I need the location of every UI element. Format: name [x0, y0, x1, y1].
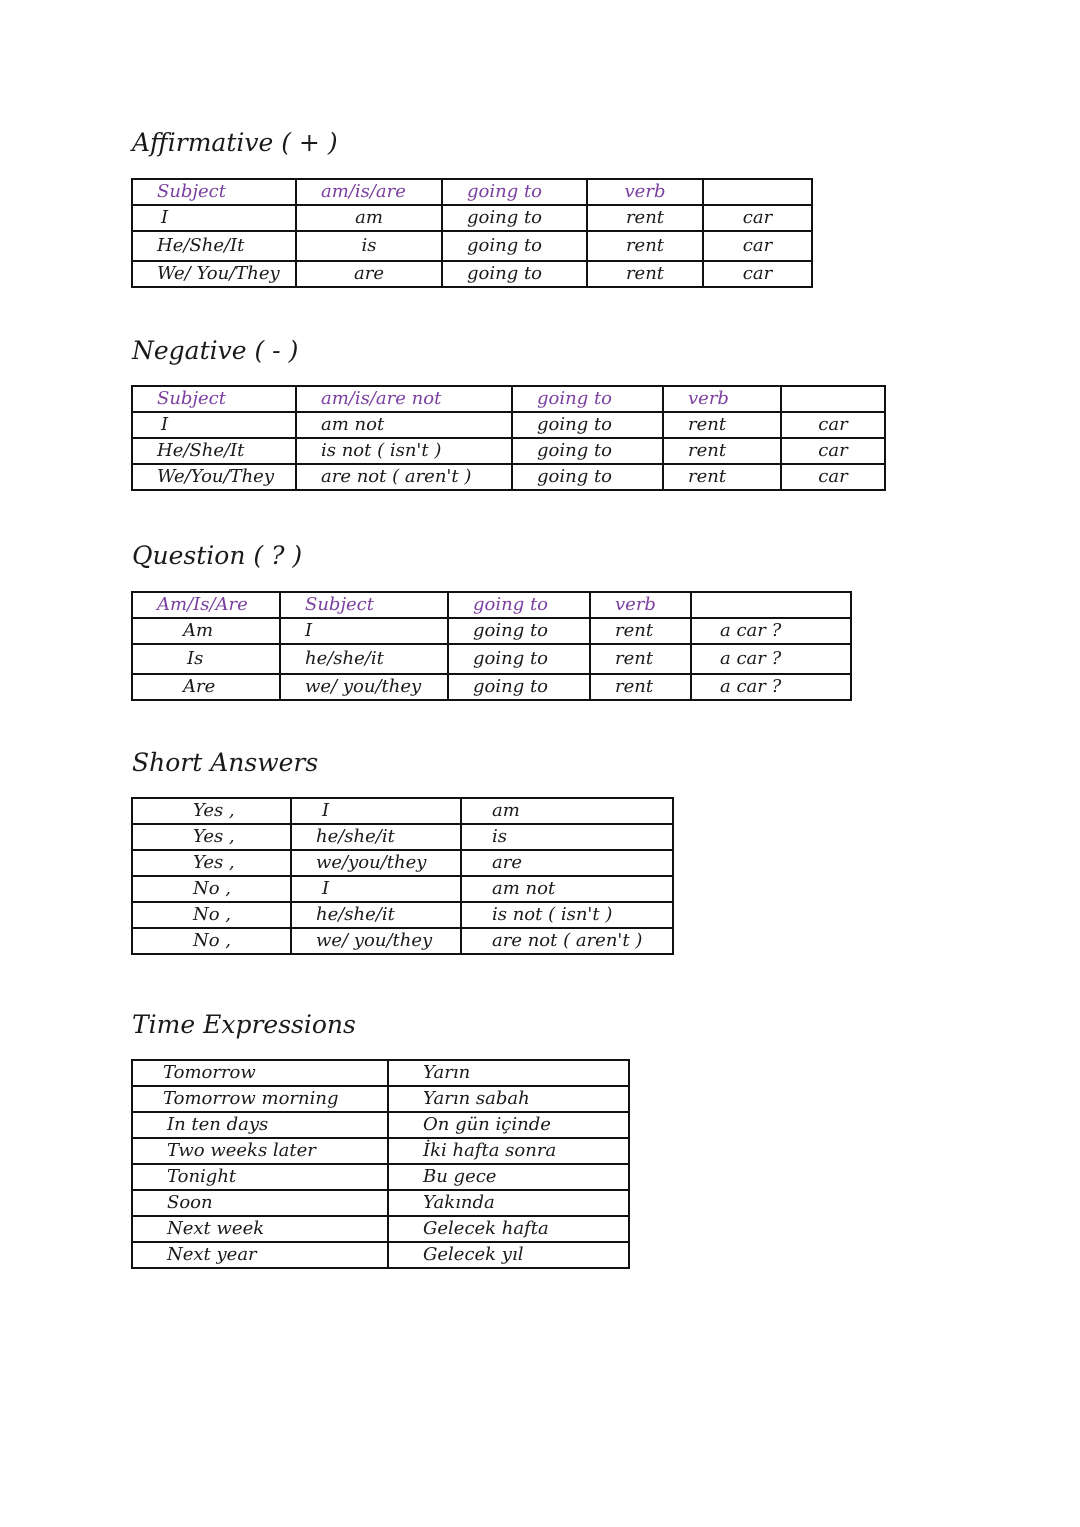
header-object: [703, 179, 812, 205]
subject-cell: I: [291, 798, 461, 824]
be-verb-not-cell: are not ( aren't ): [296, 464, 512, 490]
table-row: [132, 824, 673, 850]
be-verb-not-cell: is not ( isn't ): [296, 438, 512, 464]
header-be-verb: Am/Is/Are: [132, 592, 280, 618]
verb-cell: rent: [590, 644, 691, 674]
be-verb-cell: is: [461, 824, 673, 850]
negative-title: Negative ( - ): [132, 336, 299, 365]
header-subject: Subject: [132, 179, 296, 205]
object-cell: car: [781, 438, 885, 464]
subject-cell: I: [291, 876, 461, 902]
english-expression-cell: Soon: [132, 1190, 388, 1216]
verb-cell: rent: [587, 261, 703, 287]
header-be-verb: am/is/are: [296, 179, 442, 205]
table-row: [132, 798, 673, 824]
table-row: [132, 928, 673, 954]
english-expression-cell: Tomorrow morning: [132, 1086, 388, 1112]
subject-cell: we/ you/they: [291, 928, 461, 954]
time-expressions-table: [131, 1059, 630, 1269]
verb-cell: rent: [590, 674, 691, 700]
turkish-expression-cell: İki hafta sonra: [388, 1138, 629, 1164]
going-to-cell: going to: [512, 438, 663, 464]
header-going-to: going to: [442, 179, 587, 205]
be-verb-cell: are not ( aren't ): [461, 928, 673, 954]
subject-cell: He/She/It: [132, 231, 296, 261]
be-verb-cell: is not ( isn't ): [461, 902, 673, 928]
table-row: [132, 1138, 629, 1164]
be-verb-not-cell: am not: [296, 412, 512, 438]
header-verb: verb: [590, 592, 691, 618]
table-row: [132, 644, 851, 674]
subject-cell: He/She/It: [132, 438, 296, 464]
answer-cell: No ,: [132, 876, 291, 902]
object-cell: car: [703, 205, 812, 231]
header-object: [691, 592, 851, 618]
be-verb-cell: Am: [132, 618, 280, 644]
table-row: [132, 205, 812, 231]
verb-cell: rent: [663, 438, 781, 464]
object-cell: car: [703, 261, 812, 287]
table-row: [132, 1112, 629, 1138]
going-to-cell: going to: [448, 674, 590, 700]
table-row: [132, 1164, 629, 1190]
turkish-expression-cell: On gün içinde: [388, 1112, 629, 1138]
answer-cell: No ,: [132, 902, 291, 928]
turkish-expression-cell: Bu gece: [388, 1164, 629, 1190]
going-to-cell: going to: [442, 231, 587, 261]
going-to-cell: going to: [448, 618, 590, 644]
subject-cell: We/You/They: [132, 464, 296, 490]
be-verb-cell: am: [461, 798, 673, 824]
subject-cell: we/ you/they: [280, 674, 448, 700]
verb-cell: rent: [590, 618, 691, 644]
going-to-cell: going to: [512, 412, 663, 438]
table-row: [132, 438, 885, 464]
subject-cell: I: [132, 205, 296, 231]
english-expression-cell: Next week: [132, 1216, 388, 1242]
header-going-to: going to: [512, 386, 663, 412]
header-verb: verb: [663, 386, 781, 412]
short-answers-title: Short Answers: [132, 748, 319, 777]
answer-cell: Yes ,: [132, 850, 291, 876]
negative-header-row: [132, 386, 885, 412]
header-going-to: going to: [448, 592, 590, 618]
table-row: [132, 618, 851, 644]
english-expression-cell: Tonight: [132, 1164, 388, 1190]
header-be-verb-not: am/is/are not: [296, 386, 512, 412]
table-row: [132, 1216, 629, 1242]
turkish-expression-cell: Gelecek hafta: [388, 1216, 629, 1242]
be-verb-cell: is: [296, 231, 442, 261]
subject-cell: We/ You/They: [132, 261, 296, 287]
subject-cell: we/you/they: [291, 850, 461, 876]
be-verb-cell: Are: [132, 674, 280, 700]
question-header-row: [132, 592, 851, 618]
table-row: [132, 261, 812, 287]
header-object: [781, 386, 885, 412]
turkish-expression-cell: Yarın: [388, 1060, 629, 1086]
object-cell: a car ?: [691, 618, 851, 644]
turkish-expression-cell: Gelecek yıl: [388, 1242, 629, 1268]
english-expression-cell: Tomorrow: [132, 1060, 388, 1086]
answer-cell: Yes ,: [132, 824, 291, 850]
subject-cell: he/she/it: [291, 824, 461, 850]
table-row: [132, 1060, 629, 1086]
turkish-expression-cell: Yakında: [388, 1190, 629, 1216]
affirmative-title: Affirmative ( + ): [132, 128, 338, 157]
be-verb-cell: are: [461, 850, 673, 876]
object-cell: car: [703, 231, 812, 261]
subject-cell: I: [280, 618, 448, 644]
table-row: [132, 876, 673, 902]
be-verb-cell: are: [296, 261, 442, 287]
question-title: Question ( ? ): [132, 541, 303, 570]
english-expression-cell: In ten days: [132, 1112, 388, 1138]
time-expressions-title: Time Expressions: [132, 1010, 356, 1039]
verb-cell: rent: [587, 205, 703, 231]
answer-cell: No ,: [132, 928, 291, 954]
table-row: [132, 464, 885, 490]
short-answers-table: [131, 797, 674, 955]
verb-cell: rent: [663, 464, 781, 490]
table-row: [132, 850, 673, 876]
table-row: [132, 674, 851, 700]
be-verb-cell: Is: [132, 644, 280, 674]
object-cell: a car ?: [691, 674, 851, 700]
table-row: [132, 231, 812, 261]
going-to-cell: going to: [512, 464, 663, 490]
table-row: [132, 902, 673, 928]
be-verb-cell: am not: [461, 876, 673, 902]
be-verb-cell: am: [296, 205, 442, 231]
header-subject: Subject: [280, 592, 448, 618]
subject-cell: he/she/it: [280, 644, 448, 674]
turkish-expression-cell: Yarın sabah: [388, 1086, 629, 1112]
table-row: [132, 1190, 629, 1216]
affirmative-header-row: [132, 179, 812, 205]
negative-table: [131, 385, 886, 491]
question-table: [131, 591, 852, 701]
header-verb: verb: [587, 179, 703, 205]
going-to-cell: going to: [442, 261, 587, 287]
table-row: [132, 412, 885, 438]
subject-cell: he/she/it: [291, 902, 461, 928]
english-expression-cell: Two weeks later: [132, 1138, 388, 1164]
table-row: [132, 1242, 629, 1268]
object-cell: car: [781, 412, 885, 438]
going-to-cell: going to: [442, 205, 587, 231]
table-row: [132, 1086, 629, 1112]
going-to-cell: going to: [448, 644, 590, 674]
verb-cell: rent: [663, 412, 781, 438]
affirmative-table: [131, 178, 813, 288]
header-subject: Subject: [132, 386, 296, 412]
answer-cell: Yes ,: [132, 798, 291, 824]
object-cell: car: [781, 464, 885, 490]
english-expression-cell: Next year: [132, 1242, 388, 1268]
subject-cell: I: [132, 412, 296, 438]
object-cell: a car ?: [691, 644, 851, 674]
verb-cell: rent: [587, 231, 703, 261]
